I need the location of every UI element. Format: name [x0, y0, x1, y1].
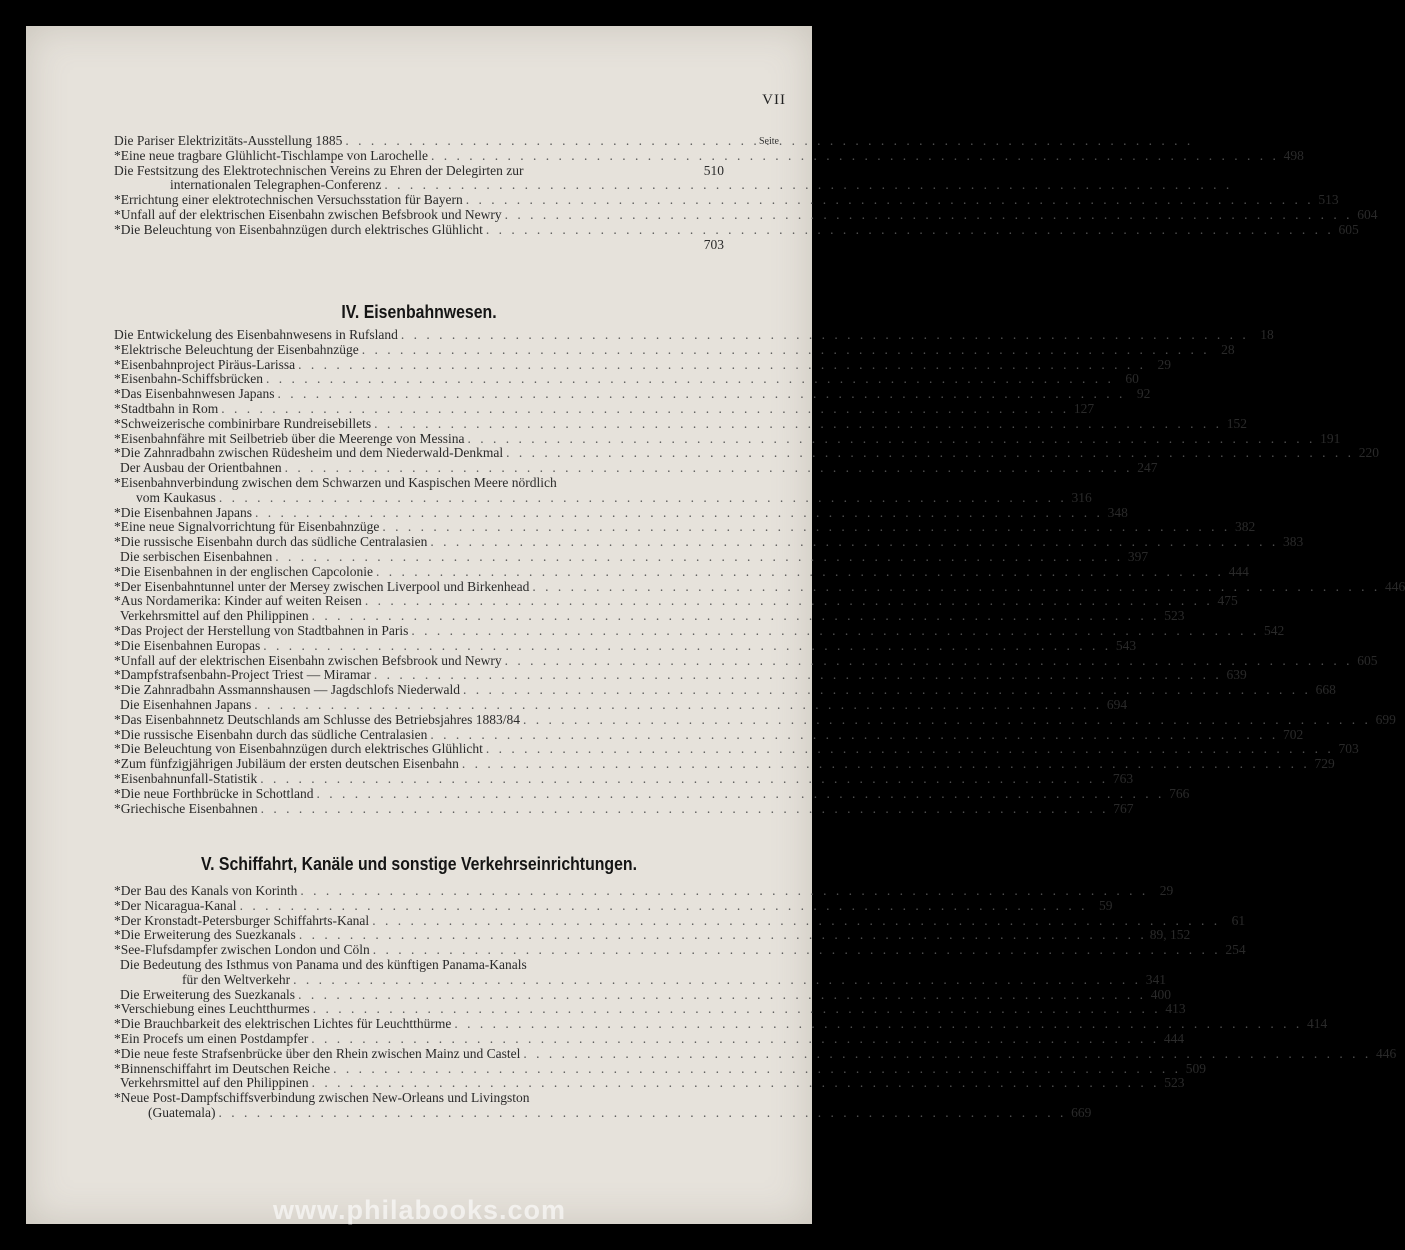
toc-entry: *Die russische Eisenbahn durch das südliche Centralasien . . . 702	[114, 728, 724, 743]
toc-entry: *Unfall auf der elektrischen Eisenbahn zwischen Befsbrook und Newry . . . 604	[114, 208, 724, 223]
toc-entry: *Neue Post-Dampfschiffsverbindung zwischen New-Orleans und Livingston	[114, 1090, 530, 1106]
page-number: VII	[762, 92, 786, 108]
toc-entry: *Die Zahnradbahn Assmannshausen — Jagdschlofs Niederwald . . . 668	[114, 683, 724, 698]
toc-entry: Die Entwickelung des Eisenbahnwesens in Rufsland . . . 18	[114, 328, 724, 343]
toc-entry: *Die russische Eisenbahn durch das südliche Centralasien . . . 383	[114, 535, 724, 550]
seite-label: Seite	[759, 136, 779, 147]
toc-entry: *Eine neue Signalvorrichtung für Eisenbahnzüge . . . 382	[114, 520, 724, 535]
toc-entry: *Der Bau des Kanals von Korinth . . . 29	[114, 884, 724, 899]
section-v-heading: V. Schiffahrt, Kanäle und sonstige Verkehrseinrichtungen.	[200, 854, 638, 874]
toc-entry: *Eisenbahnproject Piräus-Larissa . . . 29	[114, 358, 724, 373]
toc-entry: *Binnenschiffahrt im Deutschen Reiche . . . 509	[114, 1062, 724, 1077]
toc-entry: *Der Nicaragua-Kanal . . . 59	[114, 899, 724, 914]
toc-entry: *Die Zahnradbahn zwischen Rüdesheim und dem Niederwald-Denkmal . . . 220	[114, 446, 724, 461]
toc-entry: *Der Eisenbahntunnel unter der Mersey zwischen Liverpool und Birkenhead . . . 446	[114, 580, 724, 595]
toc-entry: Die Bedeutung des Isthmus von Panama und des künftigen Panama-Kanals	[120, 956, 527, 972]
toc-entry: *Griechische Eisenbahnen . . . 767	[114, 802, 724, 817]
toc-entry: *Errichtung einer elektrotechnischen Versuchsstation für Bayern . . . 513	[114, 193, 724, 208]
section-iv-heading: IV. Eisenbahnwesen.	[341, 302, 497, 322]
toc-entry: Die Pariser Elektrizitäts-Ausstellung 1885 . . .	[114, 134, 724, 149]
watermark: www.philabooks.com	[272, 1195, 567, 1225]
toc-entry: *Das Eisenbahnwesen Japans . . . 92	[114, 387, 724, 402]
toc-entry: *Schweizerische combinirbare Rundreisebillets . . . 152	[114, 417, 724, 432]
toc-entry: *Eisenbahnfähre mit Seilbetrieb über die Meerenge von Messina . . . 191	[114, 432, 724, 447]
toc-entry: *Die Eisenbahnen in der englischen Capcolonie . . . 444	[114, 565, 724, 580]
toc-entry: Die serbischen Eisenbahnen . . . 397	[114, 550, 724, 565]
toc-entry-continuation: für den Weltverkehr . . . 341	[114, 973, 724, 988]
toc-entry: *Eisenbahn-Schiffsbrücken . . . 60	[114, 372, 724, 387]
toc-entry: *Die Erweiterung des Suezkanals . . . 89, 152	[114, 928, 724, 943]
toc-entry-continuation: internationalen Telegraphen-Conferenz . . .	[114, 178, 724, 193]
toc-entry: *Unfall auf der elektrischen Eisenbahn zwischen Befsbrook und Newry . . . 605	[114, 654, 724, 669]
toc-entry: *Die Beleuchtung von Eisenbahnzügen durch elektrisches Glühlicht . . . 703	[114, 742, 724, 757]
toc-entry: *See-Flufsdampfer zwischen London und Cöln . . . 254	[114, 943, 724, 958]
toc-entry: *Zum fünfzigjährigen Jubiläum der ersten deutschen Eisenbahn . . . 729	[114, 757, 724, 772]
toc-entry: *Eisenbahnverbindung zwischen dem Schwarzen und Kaspischen Meere nördlich	[114, 474, 557, 490]
toc-entry: *Die neue feste Strafsenbrücke über den Rhein zwischen Mainz und Castel . . . 446	[114, 1047, 724, 1062]
toc-entry: Die Festsitzung des Elektrotechnischen Vereins zu Ehren der Delegirten zur 510	[114, 162, 724, 178]
toc-entry: *Die Brauchbarkeit des elektrischen Lichtes für Leuchtthürme . . . 414	[114, 1017, 724, 1032]
toc-entry: *Eisenbahnunfall-Statistik . . . 763	[114, 772, 724, 787]
section-v-entries	[114, 883, 1397, 1121]
toc-entry: *Der Kronstadt-Petersburger Schiffahrts-Kanal . . . 61	[114, 914, 724, 929]
toc-entry: *Die Eisenbahnen Japans . . . 348	[114, 506, 724, 521]
toc-entry: *Ein Procefs um einen Postdampfer . . . 444	[114, 1032, 724, 1047]
book-page	[26, 26, 1405, 1224]
toc-entry: *Verschiebung eines Leuchtthurmes . . . 413	[114, 1002, 724, 1017]
toc-entry: *Die Eisenbahnen Europas . . . 543	[114, 639, 724, 654]
toc-entry: Der Ausbau der Orientbahnen . . . 247	[114, 461, 724, 476]
toc-entry: *Das Project der Herstellung von Stadtbahnen in Paris . . . 542	[114, 624, 724, 639]
toc-entry: *Das Eisenbahnnetz Deutschlands am Schlusse des Betriebsjahres 1883/84 . . . 699	[114, 713, 724, 728]
toc-entry: *Aus Nordamerika: Kinder auf weiten Reisen . . . 475	[114, 594, 724, 609]
section-iv-entries	[114, 327, 1405, 816]
toc-entry: Die Erweiterung des Suezkanals . . . 400	[114, 988, 724, 1003]
toc-entry: *Die Beleuchtung von Eisenbahnzügen durch elektrisches Glühlicht . . . 605	[114, 223, 724, 238]
toc-entry: Die Eisenhahnen Japans . . . 694	[114, 698, 724, 713]
toc-entry: *Die neue Forthbrücke in Schottland . . . 766	[114, 787, 724, 802]
toc-entry: *Stadtbahn in Rom . . . 127	[114, 402, 724, 417]
toc-entry: 703	[703, 236, 724, 252]
toc-entry: *Eine neue tragbare Glühlicht-Tischlampe von Larochelle . . . 498	[114, 149, 724, 164]
toc-entry-continuation: vom Kaukasus . . . 316	[114, 491, 724, 506]
toc-entry: *Elektrische Beleuchtung der Eisenbahnzüge . . . 28	[114, 343, 724, 358]
toc-entry: Verkehrsmittel auf den Philippinen . . . 523	[114, 609, 724, 624]
toc-entry: *Dampfstrafsenbahn-Project Triest — Miramar . . . 639	[114, 668, 724, 683]
toc-entry-continuation: (Guatemala) . . . 669	[114, 1106, 724, 1121]
toc-entry: Verkehrsmittel auf den Philippinen . . . 523	[114, 1076, 724, 1091]
